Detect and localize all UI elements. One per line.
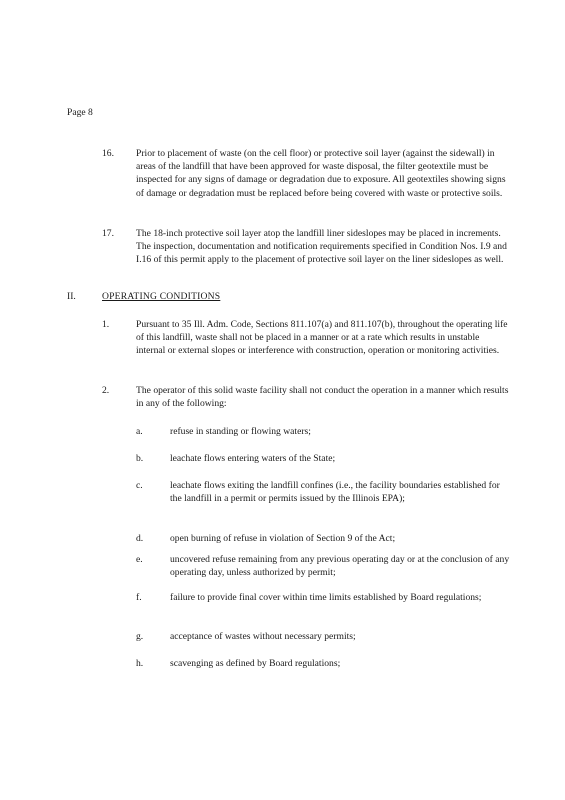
condition-text: The operator of this solid waste facility shall not conduct the operation in a manner which results in any of the following: (136, 385, 509, 410)
sub-item-text: failure to provide final cover within time limits established by Board regulations; (170, 592, 482, 603)
condition-number: 1. (102, 319, 110, 330)
sub-item-text: scavenging as defined by Board regulations; (170, 658, 341, 669)
sub-item-text: open burning of refuse in violation of Section 9 of the Act; (170, 533, 396, 544)
page-number: Page 8 (67, 107, 93, 118)
sub-item-letter: h. (136, 658, 144, 669)
condition-number: 16. (102, 148, 114, 159)
sub-item-text: acceptance of wastes without necessary permits; (170, 631, 356, 642)
condition-text: The 18-inch protective soil layer atop the landfill liner sideslopes may be placed in increments. The inspection, documentation and notification requirements specified in Condition Nos. I.9 and I.16 of this permit apply to the placement of protective soil layer on the liner sideslopes as well. (136, 228, 507, 266)
sub-item-letter: g. (136, 631, 144, 642)
condition-number: 17. (102, 228, 114, 239)
sub-item-letter: f. (136, 592, 142, 603)
sub-item-text: leachate flows entering waters of the State; (170, 453, 336, 464)
section-numeral: II. (67, 291, 76, 302)
section-title: OPERATING CONDITIONS (102, 291, 221, 302)
sub-item-letter: d. (136, 533, 144, 544)
sub-item-letter: c. (136, 480, 143, 491)
sub-item-text: uncovered refuse remaining from any previous operating day or at the conclusion of any operating day, unless authorized by permit; (170, 554, 510, 579)
sub-item-text: leachate flows exiting the landfill confines (i.e., the facility boundaries established for the landfill in a permit or permits issued by the Illinois EPA); (170, 480, 500, 505)
condition-text: Prior to placement of waste (on the cell floor) or protective soil layer (against the sidewall) in areas of the landfill that have been approved for waste disposal, the filter geotextile must be inspected for any signs of damage or degradation due to exposure. All geotextiles showing signs of damage or degradation must be replaced before being covered with waste or protective soils. (136, 148, 506, 199)
condition-text: Pursuant to 35 Ill. Adm. Code, Sections 811.107(a) and 811.107(b), throughout the operating life of this landfill, waste shall not be placed in a manner or at a rate which results in unstable internal or external slopes or interference with construction, operation or monitoring activities. (136, 319, 508, 357)
condition-number: 2. (102, 385, 110, 396)
sub-item-letter: b. (136, 453, 144, 464)
sub-item-letter: e. (136, 554, 143, 565)
sub-item-text: refuse in standing or flowing waters; (170, 426, 311, 437)
sub-item-letter: a. (136, 426, 143, 437)
